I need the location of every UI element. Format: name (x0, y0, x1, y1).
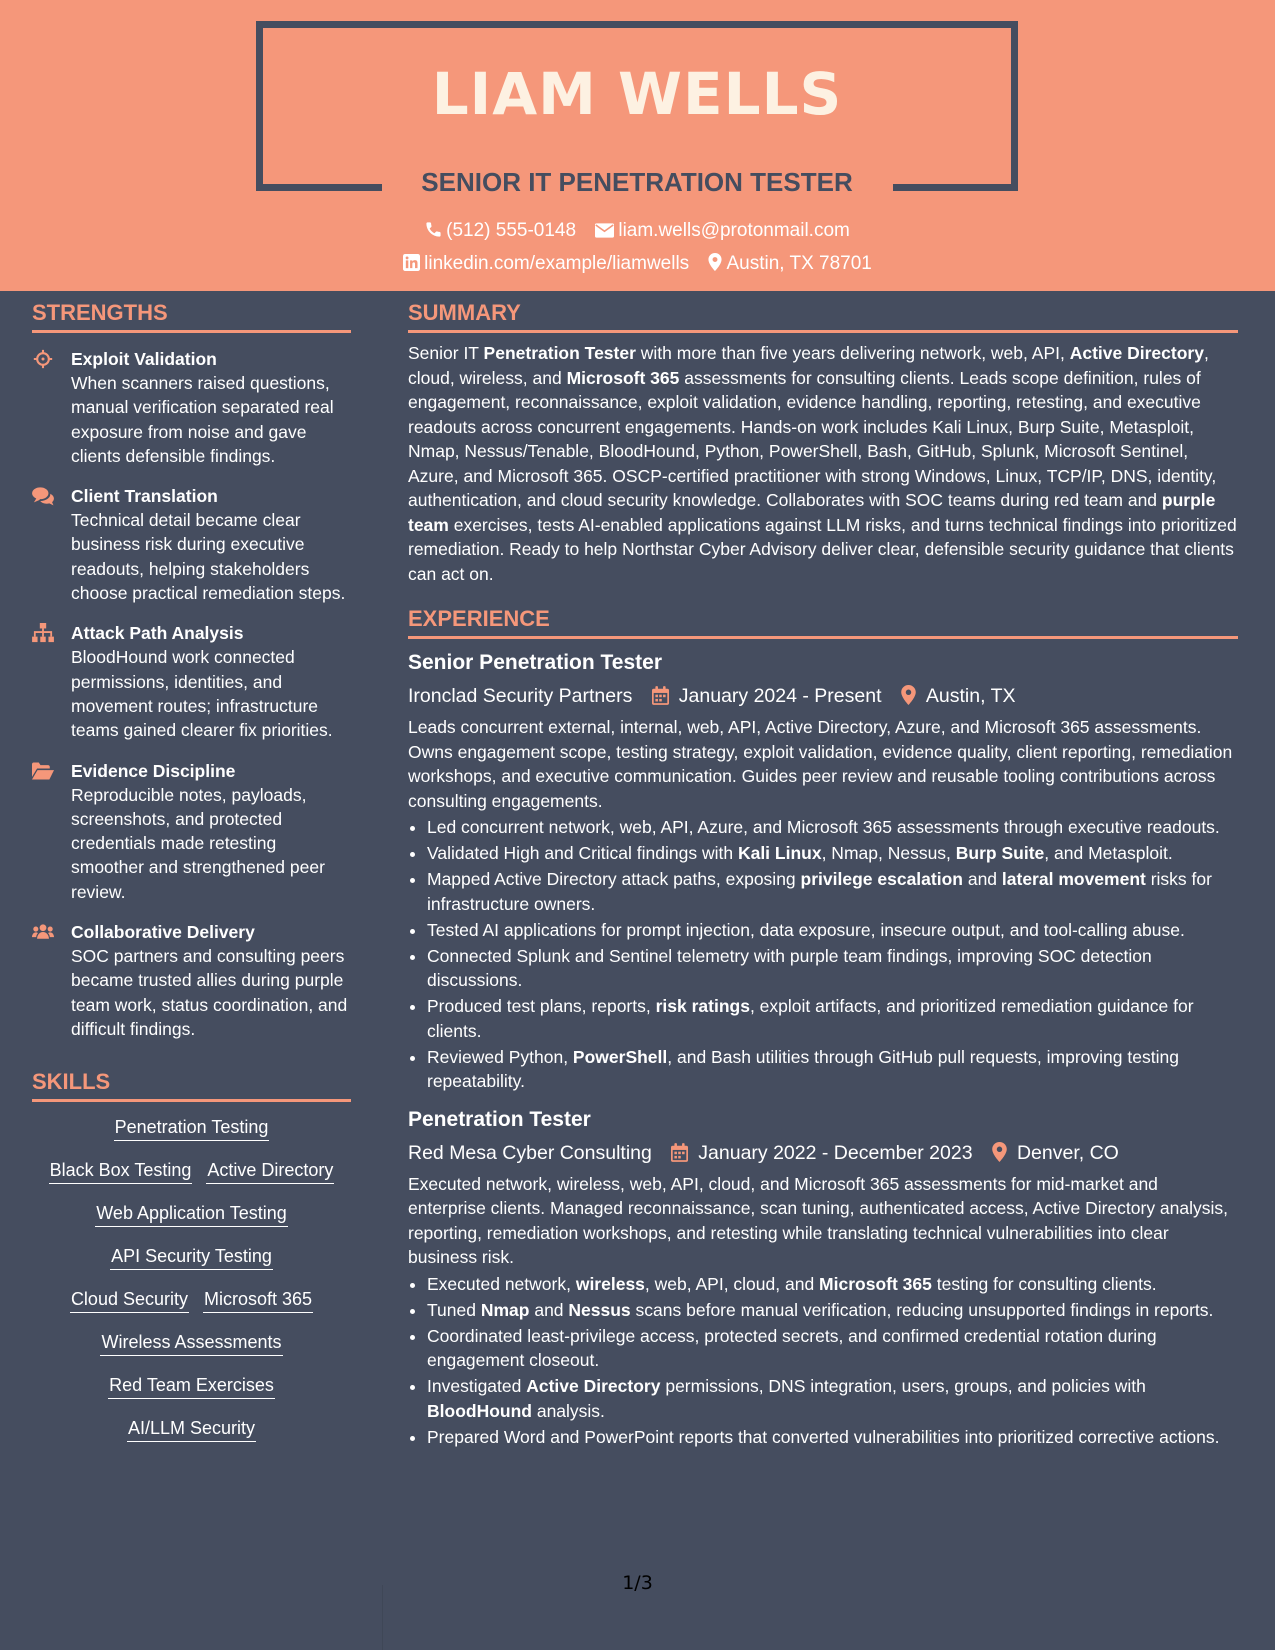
skill-row (32, 1114, 351, 1141)
text-segment: Produced test plans, reports, (427, 996, 656, 1016)
skills-heading: SKILLS (32, 1069, 351, 1102)
job-bullet (427, 1374, 1238, 1423)
strengths-heading: STRENGTHS (32, 300, 351, 333)
company-name: Red Mesa Cyber Consulting (408, 1141, 652, 1164)
job-location (992, 1138, 1119, 1168)
text-segment: Validated High and Critical findings with (427, 843, 738, 863)
bold-keyword: Penetration Tester (483, 343, 636, 363)
candidate-title: SENIOR IT PENETRATION TESTER (421, 167, 853, 197)
strength-item (32, 484, 351, 605)
text-segment: Mapped Active Directory attack paths, exposing (427, 869, 801, 889)
strength-text: Technical detail became clear business risk during executive readouts, helping stakeholders choose practical remediation steps. (71, 510, 346, 604)
bold-keyword: PowerShell (572, 1046, 668, 1067)
linkedin-icon (403, 254, 420, 271)
skill-tag: Active Directory (206, 1157, 334, 1184)
text-segment: permissions, DNS integration, users, groups, and policies with (660, 1376, 1146, 1396)
strength-text: Reproducible notes, payloads, screenshots, and protected credentials made retesting smoother and strengthened peer review. (71, 784, 325, 902)
job-entry (408, 1104, 1238, 1450)
crosshairs-icon (32, 349, 54, 369)
map-marker-icon (901, 685, 916, 705)
job-bullet (427, 1272, 1238, 1297)
skill-row (32, 1415, 351, 1442)
text-segment: , and Bash utilities through GitHub pull requests, improving testing repeatability. (427, 1046, 1179, 1091)
job-dates-text: January 2024 - Present (678, 685, 882, 707)
text-segment: , Nmap, Nessus, (821, 843, 956, 863)
job-bullet (427, 1045, 1238, 1094)
bold-keyword: BloodHound (427, 1400, 532, 1421)
bold-keyword: risk ratings (655, 996, 750, 1016)
linkedin-contact[interactable] (403, 253, 689, 275)
skill-tag: Black Box Testing (49, 1157, 193, 1184)
skills-list (32, 1114, 351, 1442)
job-location (901, 681, 1016, 711)
experience-heading: EXPERIENCE (408, 606, 1238, 639)
text-segment: , exploit artifacts, and prioritized remediation guidance for clients. (427, 996, 1194, 1041)
job-bullet (427, 867, 1238, 916)
text-segment: Reviewed Python, (427, 1046, 573, 1067)
summary-text (408, 341, 1238, 586)
bold-keyword: Microsoft 365 (819, 1273, 932, 1294)
text-segment: exercises, tests AI-enabled applications against LLM risks, and turns technical findings into prioritized remediation. Ready to help Northstar Cyber Advisory deliver clear, defensible security guidance that clients can act on. (408, 514, 1237, 584)
linkedin-text: linkedin.com/example/liamwells (424, 253, 690, 274)
text-segment: , and Metasploit. (1044, 843, 1173, 863)
envelope-icon (595, 223, 614, 238)
calendar-icon (652, 686, 669, 705)
email-text: liam.wells@protonmail.com (618, 220, 850, 241)
bold-keyword: Burp Suite (955, 843, 1045, 863)
skill-row (32, 1200, 351, 1227)
strength-item (32, 347, 351, 468)
phone-contact[interactable] (425, 220, 576, 242)
calendar-icon (671, 1143, 688, 1162)
skill-tag: Microsoft 365 (203, 1286, 313, 1313)
text-segment: Senior IT (408, 343, 484, 363)
skill-tag: Cloud Security (70, 1286, 189, 1313)
bold-keyword: Active Directory (526, 1376, 661, 1396)
job-meta (408, 1138, 1238, 1168)
phone-icon (425, 221, 442, 238)
job-location-text: Denver, CO (1016, 1141, 1119, 1164)
text-segment: Executed network, (427, 1273, 576, 1294)
bold-keyword: wireless (575, 1273, 645, 1294)
sitemap-icon (32, 623, 54, 643)
job-bullet (427, 944, 1238, 993)
strengths-list (32, 347, 351, 1041)
location-text: Austin, TX 78701 (726, 253, 872, 274)
job-bullet (427, 994, 1238, 1043)
right-column (408, 300, 1238, 1451)
text-segment: and (529, 1299, 569, 1320)
job-bullet (427, 1324, 1238, 1373)
candidate-name: LIAM WELLS (431, 60, 843, 128)
text-segment: with more than five years delivering network, web, API, (635, 343, 1070, 363)
folder-open-icon (32, 761, 54, 781)
job-dates-text: January 2022 - December 2023 (698, 1141, 973, 1164)
job-bullet (427, 815, 1238, 840)
skill-row (32, 1243, 351, 1270)
job-description: Executed network, wireless, web, API, cloud, and Microsoft 365 assessments for mid-market and enterprise clients. Managed reconnaissance, scan tuning, authenticated access, Active Directory analysis, reporting, remediation workshops, and retesting while translating technical vulnerabilities into clear business risk. (408, 1173, 1229, 1267)
text-segment: Prepared Word and PowerPoint reports that converted vulnerabilities into prioritized corrective actions. (427, 1426, 1220, 1447)
skill-tag: Penetration Testing (114, 1114, 270, 1141)
text-segment: scans before manual verification, reducing unsupported findings in reports. (630, 1299, 1214, 1320)
strength-text: When scanners raised questions, manual verification separated real exposure from noise and gave clients defensible findings. (71, 373, 334, 466)
contact-line-2 (0, 253, 1275, 275)
job-entry (408, 647, 1238, 1094)
strength-title: Collaborative Delivery (71, 922, 255, 943)
map-marker-icon (708, 253, 722, 271)
text-segment: Tested AI applications for prompt injection, data exposure, insecure output, and tool-calling abuse. (427, 919, 1185, 940)
skill-tag: Wireless Assessments (100, 1329, 282, 1356)
text-segment: Led concurrent network, web, API, Azure, and Microsoft 365 assessments through executive readouts. (427, 817, 1220, 837)
skill-tag: AI/LLM Security (127, 1415, 256, 1442)
skill-row (32, 1286, 351, 1313)
location-contact (708, 253, 871, 275)
strength-item (32, 920, 351, 1041)
text-segment: Coordinated least-privilege access, protected secrets, and confirmed credential rotation during engagement closeout. (427, 1325, 1157, 1370)
strength-item (32, 621, 351, 742)
text-segment: risks for infrastructure owners. (427, 869, 1212, 914)
job-bullet (427, 1298, 1238, 1323)
strength-title: Client Translation (71, 486, 218, 507)
text-segment: Tuned (427, 1299, 481, 1320)
bold-keyword: privilege escalation (800, 869, 963, 889)
job-meta (408, 681, 1238, 711)
text-segment: Investigated (427, 1376, 527, 1396)
strength-title: Evidence Discipline (71, 760, 236, 781)
skill-row (32, 1329, 351, 1356)
phone-text: (512) 555-0148 (446, 220, 577, 241)
email-contact[interactable] (595, 220, 850, 242)
text-segment: , cloud, wireless, and (408, 343, 1209, 388)
left-column (32, 300, 351, 1458)
skill-tag: API Security Testing (110, 1243, 273, 1270)
text-segment: analysis. (531, 1400, 605, 1421)
bold-keyword: purple team (408, 490, 1216, 535)
job-location-text: Austin, TX (925, 685, 1016, 707)
text-segment: , web, API, cloud, and (644, 1273, 820, 1294)
resume-header (0, 0, 1275, 291)
company-name: Ironclad Security Partners (408, 685, 633, 707)
text-segment: Connected Splunk and Sentinel telemetry with purple team findings, improving SOC detection discussions. (427, 945, 1152, 990)
bold-keyword: Nessus (568, 1299, 631, 1320)
text-segment: testing for consulting clients. (931, 1273, 1157, 1294)
bold-keyword: lateral movement (1001, 869, 1146, 889)
bold-keyword: Active Directory (1069, 343, 1204, 363)
job-dates (671, 1138, 972, 1168)
skill-row (32, 1157, 351, 1184)
job-title: Penetration Tester (408, 1107, 591, 1131)
summary-heading: SUMMARY (408, 300, 1238, 333)
map-marker-icon (992, 1142, 1007, 1162)
strength-text: BloodHound work connected permissions, identities, and movement routes; infrastructure teams gained clearer fix priorities. (71, 647, 333, 741)
text-segment: assessments for consulting clients. Leads scope definition, rules of engagement, reconnaissance, exploit validation, evidence handling, reporting, retesting, and executive readouts across concurrent engagements. Hands-on work includes Kali Linux, Burp Suite, Metasploit, Nmap, Nessus/Tenable, BloodHound, Python, PowerShell, Bash, GitHub, Splunk, Microsoft Sentinel, Azure, and Microsoft 365. OSCP-certified practitioner with strong Windows, Linux, TCP/IP, DNS, identity, authentication, and cloud security knowledge. Collaborates with SOC teams during red team and (408, 367, 1217, 510)
strength-title: Exploit Validation (71, 349, 217, 369)
column-divider (382, 1585, 383, 1650)
page-number: 1/3 (622, 1572, 653, 1594)
bold-keyword: Microsoft 365 (566, 367, 680, 388)
job-dates (652, 681, 882, 711)
job-description: Leads concurrent external, internal, web, API, Active Directory, Azure, and Microsoft 365 assessments. Owns engagement scope, testing strategy, exploit validation, evidence quality, client reporting, remediation workshops, and executive communication. Guides peer review and reusable tooling contributions across consulting engagements. (408, 717, 1233, 811)
strength-title: Attack Path Analysis (71, 623, 244, 644)
comments-icon (32, 486, 54, 506)
bold-keyword: Nmap (480, 1299, 530, 1320)
strength-text: SOC partners and consulting peers became trusted allies during purple team work, status coordination, and difficult findings. (71, 946, 348, 1039)
text-segment: and (962, 869, 1002, 889)
job-bullet (427, 841, 1238, 866)
contact-line-1 (0, 220, 1275, 242)
strength-item (32, 759, 351, 904)
job-title: Senior Penetration Tester (408, 651, 663, 674)
users-icon (32, 922, 54, 942)
job-bullets (408, 815, 1238, 1094)
skill-tag: Web Application Testing (95, 1200, 287, 1227)
skill-row (32, 1372, 351, 1399)
job-bullets (408, 1272, 1238, 1450)
job-bullet (427, 1425, 1238, 1450)
bold-keyword: Kali Linux (737, 843, 822, 863)
job-bullet (427, 918, 1238, 943)
skill-tag: Red Team Exercises (108, 1372, 275, 1399)
